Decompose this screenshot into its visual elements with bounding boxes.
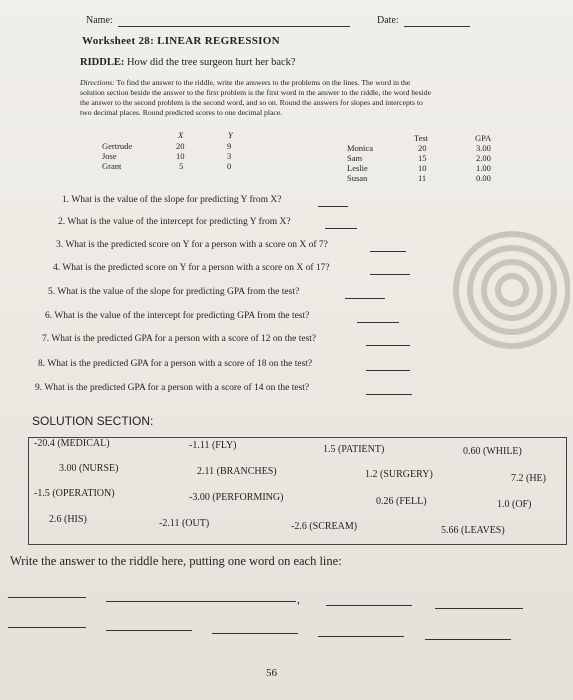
riddle-answer-line-2[interactable] (106, 601, 296, 602)
question-2: 2. What is the value of the intercept for predicting Y from X? (58, 217, 291, 227)
worksheet-title: Worksheet 28: LINEAR REGRESSION (82, 35, 280, 47)
solution-item: 1.5 (PATIENT) (323, 444, 385, 455)
riddle-answer-line-7[interactable] (212, 633, 298, 634)
solution-item: 3.00 (NURSE) (59, 463, 119, 474)
question-3: 3. What is the predicted score on Y for a person with a score on X of 7? (56, 240, 328, 250)
question-8: 8. What is the predicted GPA for a person with a score of 18 on the test? (38, 359, 313, 369)
solution-item: 1.2 (SURGERY) (365, 469, 433, 480)
answer-prompt: Write the answer to the riddle here, putting one word on each line: (10, 554, 342, 568)
solution-item: -20.4 (MEDICAL) (34, 438, 110, 449)
riddle (80, 57, 296, 68)
name-field-line[interactable] (118, 26, 350, 27)
solution-item: 7.2 (HE) (511, 473, 546, 484)
answer-line-6[interactable] (357, 322, 399, 323)
riddle-answer-line-6[interactable] (106, 630, 192, 631)
solution-item: -1.5 (OPERATION) (34, 488, 115, 499)
table-xy-header-y: Y (228, 130, 233, 140)
answer-line-1[interactable] (318, 206, 348, 207)
riddle-answer-line-4[interactable] (435, 608, 523, 609)
answer-line-8[interactable] (366, 370, 410, 371)
directions-label: Directions: (80, 78, 115, 87)
riddle-answer-line-8[interactable] (318, 636, 404, 637)
answer-line-2[interactable] (325, 228, 357, 229)
solution-section-title: SOLUTION SECTION: (32, 414, 154, 428)
answer-line-4[interactable] (370, 274, 410, 275)
solution-item: 0.26 (FELL) (376, 496, 427, 507)
answer-line-3[interactable] (370, 251, 406, 252)
question-1: 1. What is the value of the slope for predicting Y from X? (62, 195, 282, 205)
answer-line-9[interactable] (366, 394, 412, 395)
riddle-answer-line-5[interactable] (8, 627, 86, 628)
riddle-answer-line-3[interactable] (326, 605, 412, 606)
directions: Directions: To find the answer to the riddle, write the answers to the problems on the lines. The word in the solution section beside the answer to the first problem is the first word in the answer to the riddle, the word beside the answer to the second problem is the second word, and so on. Round the answers for slopes and intercepts to two decimal places. Round predicted scores to one decimal place. (80, 78, 431, 117)
solution-item: -3.00 (PERFORMING) (189, 492, 284, 503)
worksheet-page: Name: Date: Worksheet 28: LINEAR REGRESSION RIDDLE: How did the tree surgeon hurt her back? Directions: To find the answer to the riddle, write the answers to the problems on the lines. The word in the solution section beside the answer to the first problem is the first word in the answer to the riddle, the word beside the answer to the second problem is the second word, and so on. Round the answers for slopes and intercepts to two decimal places. Round predicted scores to one decimal place. X Y Gertrude 20 9 Jose 10 3 Grant 5 0 Test GPA Monica 20 3.00 Sam 15 2.00 Leslie 10 1.00 Susan 11 0.00 1. What is the value of the slope for predicting Y from X? 2. What is the value of the intercept for predicting Y from X? 3. What is the predicted score on Y for a person with a score on X of 7? 4. What is the predicted score on Y for a person with a score on X of 17? 5. What is the value of the slope for predicting GPA from the test? 6. What is the value of the intercept for predicting GPA from the test? 7. What is the predicted GPA for a person with a score of 12 on the test? 8. What is the predicted GPA for a person with a score of 18 on the test? 9. What is the predicted GPA for a person with a score of 14 on the test? SOLUTION SECTION: -20.4 (MEDICAL) -1.11 (FLY) 1.5 (PATIENT) 0.60 (WHILE) 3.00 (NURSE) 2.11 (BRANCHES) 1.2 (SURGERY) 7.2 (HE) -1.5 (OPERATION) -3.00 (PERFORMING) 0.26 (FELL) 1.0 (OF) 2.6 (HIS) -2.11 (OUT) -2.6 (SCREAM) 5.66 (LEAVES) Write the answer to the riddle here, putting one word on each line: , 56 (0, 0, 573, 700)
date-label: Date: (377, 15, 399, 26)
solution-item: -1.11 (FLY) (189, 440, 237, 451)
solution-item: 2.11 (BRANCHES) (197, 466, 277, 477)
question-4: 4. What is the predicted score on Y for a person with a score on X of 17? (53, 263, 330, 273)
table-gpa-header-gpa: GPA (475, 133, 492, 143)
question-6: 6. What is the value of the intercept for predicting GPA from the test? (45, 311, 310, 321)
solution-item: 0.60 (WHILE) (463, 446, 522, 457)
question-9: 9. What is the predicted GPA for a person with a score of 14 on the test? (35, 383, 310, 393)
solution-item: -2.11 (OUT) (159, 518, 210, 529)
solution-item: -2.6 (SCREAM) (291, 521, 358, 532)
table-xy-header-x: X (178, 130, 184, 140)
name-label: Name: (86, 15, 113, 26)
riddle-answer-line-1[interactable] (8, 597, 86, 598)
page-number: 56 (266, 667, 277, 679)
question-7: 7. What is the predicted GPA for a person with a score of 12 on the test? (42, 334, 317, 344)
question-5: 5. What is the value of the slope for predicting GPA from the test? (48, 287, 300, 297)
answer-line-7[interactable] (366, 345, 410, 346)
answer-comma: , (297, 592, 300, 606)
date-field-line[interactable] (404, 26, 470, 27)
riddle-text: How did the tree surgeon hurt her back? (126, 57, 296, 68)
spiral-decoration-icon (450, 190, 570, 390)
solution-item: 5.66 (LEAVES) (441, 525, 505, 536)
solution-item: 2.6 (HIS) (49, 514, 87, 525)
answer-line-5[interactable] (345, 298, 385, 299)
riddle-answer-line-9[interactable] (425, 639, 511, 640)
solution-item: 1.0 (OF) (497, 499, 532, 510)
table-gpa-header-test: Test (414, 133, 429, 143)
solution-box (28, 437, 567, 545)
riddle-label: RIDDLE: (80, 57, 125, 68)
